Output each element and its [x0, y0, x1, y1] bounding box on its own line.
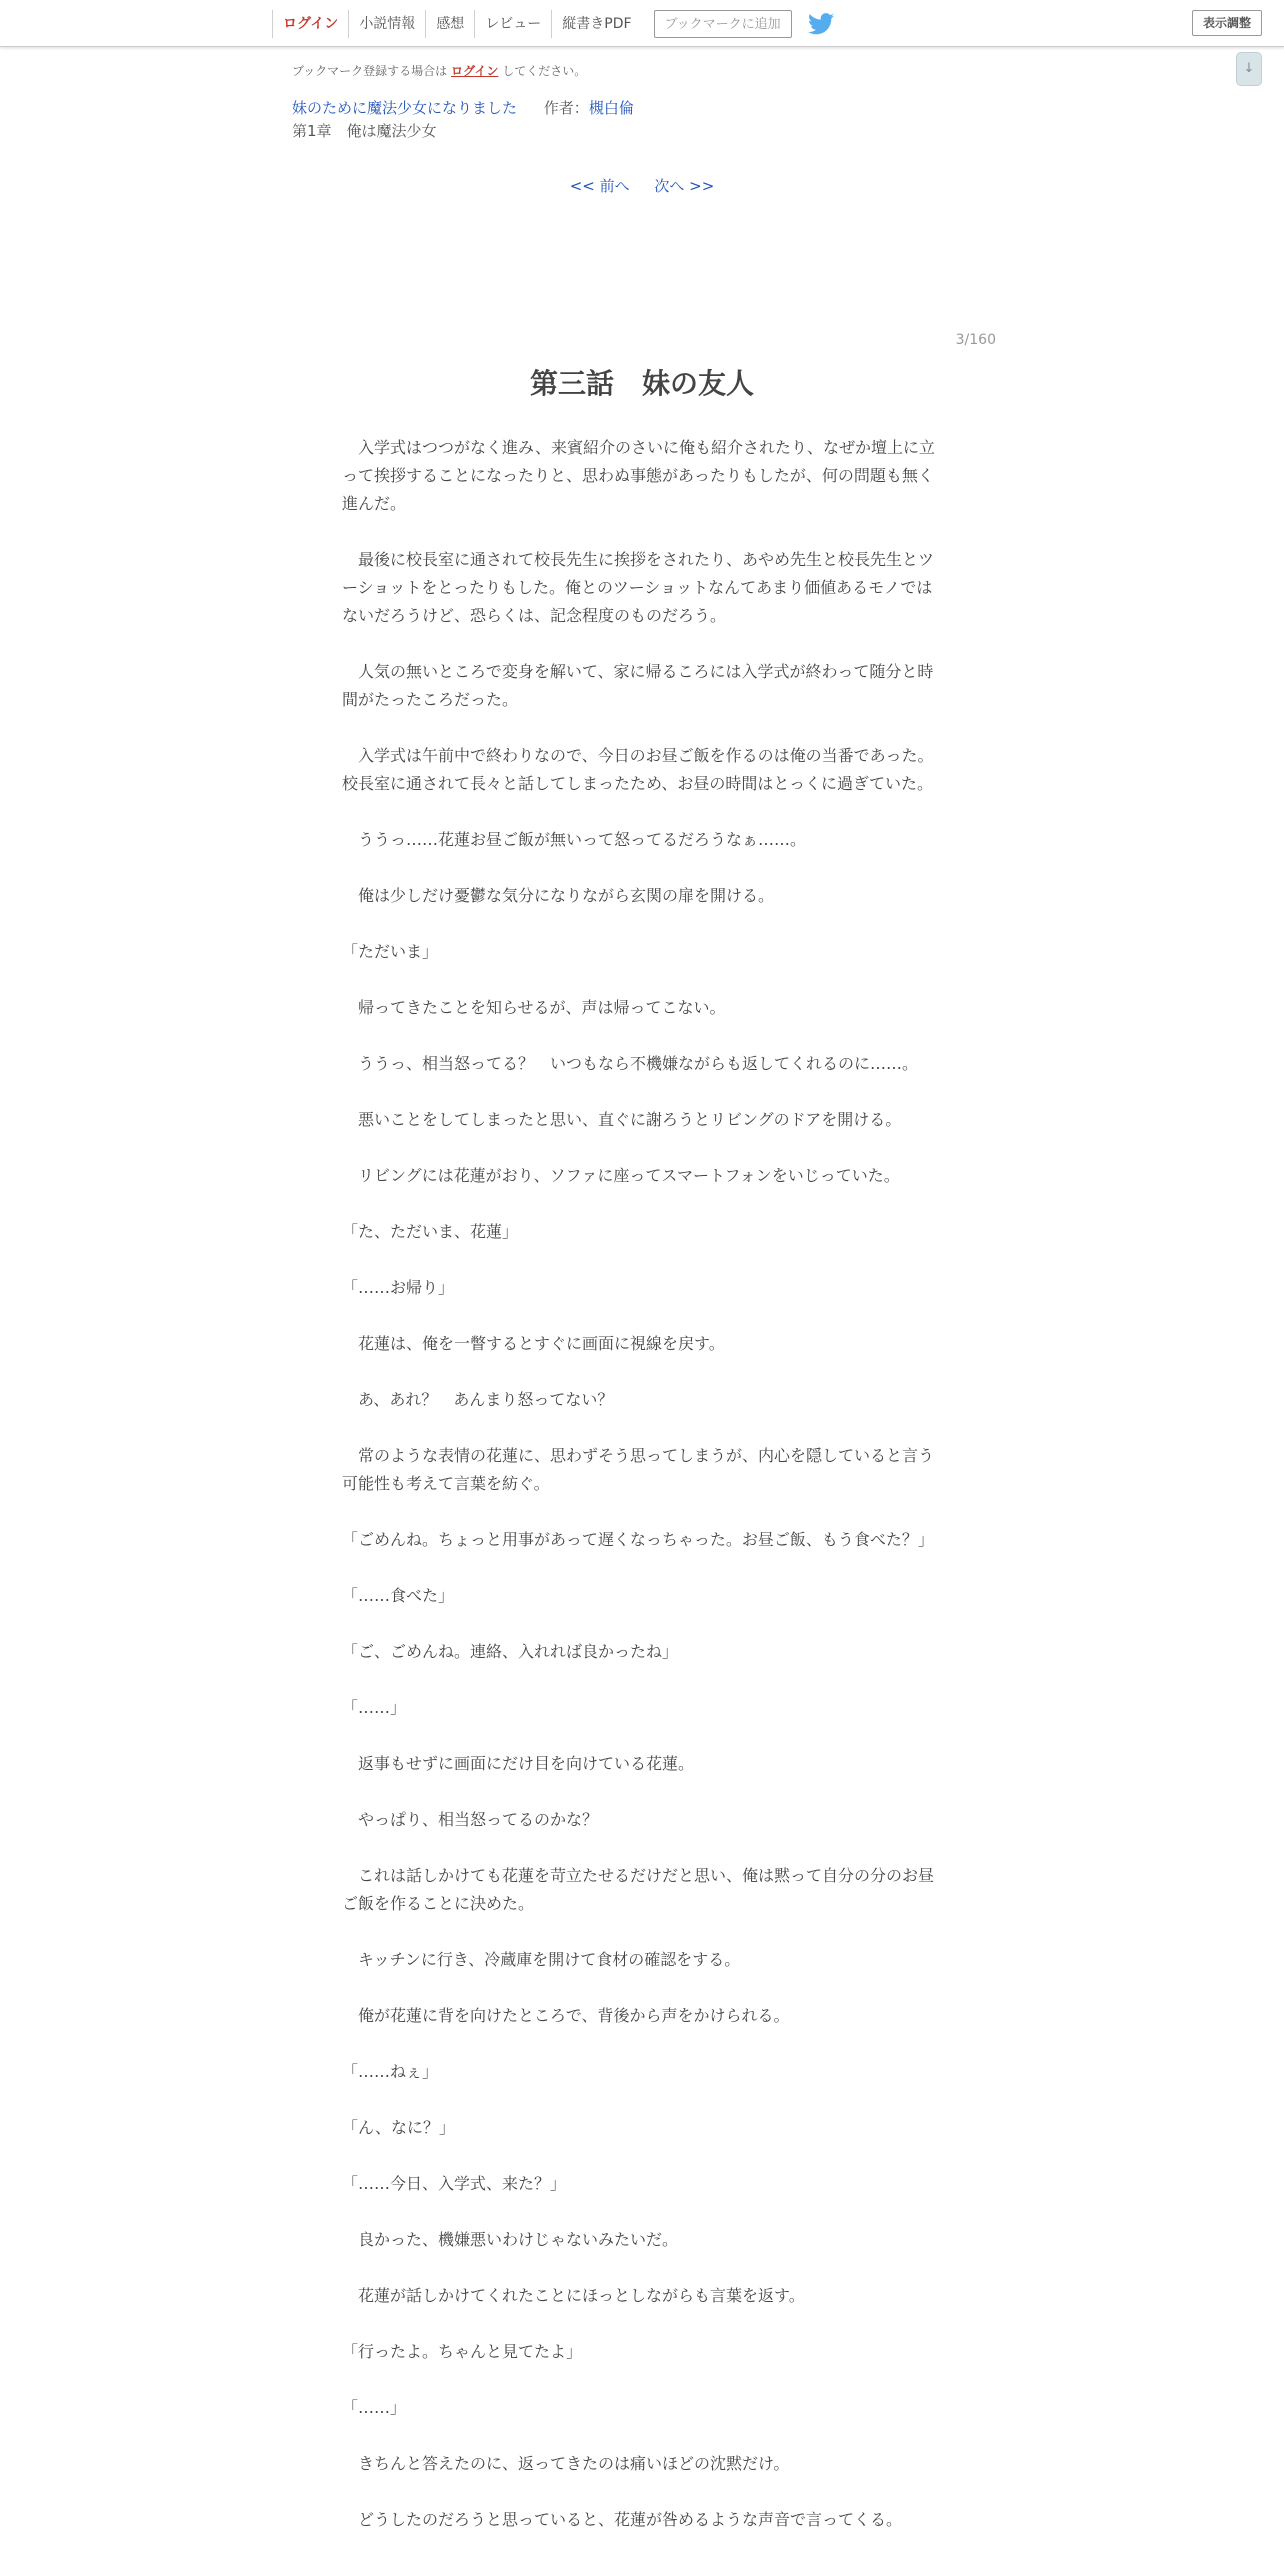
novel-title-link[interactable]: 妹のために魔法少女になりました: [292, 99, 518, 117]
nav-review-link[interactable]: レビュー: [474, 10, 551, 38]
body-paragraph: 帰ってきたことを知らせるが、声は帰ってこない。: [342, 998, 726, 1017]
body-paragraph: 俺は少しだけ憂鬱な気分になりながら玄関の扉を開ける。: [342, 886, 775, 905]
nav-novel-info-link[interactable]: 小説情報: [348, 10, 425, 38]
nav-vertical-pdf-link[interactable]: 縦書きPDF: [551, 10, 641, 38]
author-name-link[interactable]: 槻白倫: [588, 99, 634, 117]
body-paragraph: 「……」: [342, 1698, 407, 1717]
page-count: 3/160: [955, 332, 996, 348]
prev-episode-link[interactable]: << 前へ: [569, 177, 630, 195]
body-paragraph: 「……お帰り」: [342, 1278, 455, 1297]
body-paragraph: 「た、ただいま、花蓮」: [342, 1222, 519, 1241]
nav-login-link[interactable]: ログイン: [272, 10, 348, 38]
display-adjust-button[interactable]: 表示調整: [1192, 10, 1262, 36]
notice-login-link[interactable]: ログイン: [451, 64, 499, 78]
notice-text-after: してください。: [502, 64, 587, 78]
body-paragraph: ううっ、相当怒ってる？ いつもなら不機嫌ながらも返してくれるのに……。: [342, 1054, 919, 1073]
twitter-icon[interactable]: [808, 13, 834, 35]
body-paragraph: 「ただいま」: [342, 942, 439, 961]
body-paragraph: 「……食べた」: [342, 1586, 455, 1605]
novel-body: [342, 434, 942, 2562]
body-paragraph: 「……」: [342, 2398, 407, 2417]
body-paragraph: 俺が花蓮に背を向けたところで、背後から声をかけられる。: [342, 2006, 790, 2025]
scroll-down-button[interactable]: ↓: [1236, 52, 1262, 86]
bookmark-login-notice: [292, 62, 586, 79]
body-paragraph: 人気の無いところで変身を解いて、家に帰るころには入学式が終わって随分と時間がたったころだった。: [342, 662, 934, 709]
body-paragraph: 「行ったよ。ちゃんと見てたよ」: [342, 2342, 583, 2361]
episode-pager: [0, 175, 1284, 196]
body-paragraph: あ、あれ？ あんまり怒ってない？: [342, 1390, 614, 1409]
body-paragraph: 「ごめんね。ちょっと用事があって遅くなっちゃった。お昼ご飯、もう食べた？」: [342, 1530, 934, 1549]
next-episode-link[interactable]: 次へ >>: [654, 177, 715, 195]
body-paragraph: 花蓮が話しかけてくれたことにほっとしながらも言葉を返す。: [342, 2286, 805, 2305]
novel-title-line: [292, 97, 634, 118]
body-paragraph: 最後に校長室に通されて校長先生に挨拶をされたり、あやめ先生と校長先生とツーショットをとったりもした。俺とのツーショットなんてあまり価値あるモノではないだろうけど、恐らくは、記念程度のものだろう。: [342, 550, 935, 625]
body-paragraph: リビングには花蓮がおり、ソファに座ってスマートフォンをいじっていた。: [342, 1166, 900, 1185]
body-paragraph: これは話しかけても花蓮を苛立たせるだけだと思い、俺は黙って自分の分のお昼ご飯を作ることに決めた。: [342, 1866, 935, 1913]
body-paragraph: 「ご、ごめんね。連絡、入れれば良かったね」: [342, 1642, 679, 1661]
nav-impressions-link[interactable]: 感想: [425, 10, 474, 38]
body-paragraph: 良かった、機嫌悪いわけじゃないみたいだ。: [342, 2230, 679, 2249]
body-paragraph: 返事もせずに画面にだけ目を向けている花蓮。: [342, 1754, 695, 1773]
chapter-title: 第1章 俺は魔法少女: [292, 122, 437, 140]
body-paragraph: 入学式はつつがなく進み、来賓紹介のさいに俺も紹介されたり、なぜか壇上に立って挨拶することになったりと、思わぬ事態があったりもしたが、何の問題も無く進んだ。: [342, 438, 935, 513]
body-paragraph: 「……ねぇ」: [342, 2062, 439, 2081]
body-paragraph: 「ん、なに？」: [342, 2118, 455, 2137]
body-paragraph: 花蓮は、俺を一瞥するとすぐに画面に視線を戻す。: [342, 1334, 725, 1353]
body-paragraph: 悪いことをしてしまったと思い、直ぐに謝ろうとリビングのドアを開ける。: [342, 1110, 902, 1129]
body-paragraph: 「……今日、入学式、来た？」: [342, 2174, 567, 2193]
body-paragraph: やっぱり、相当怒ってるのかな？: [342, 1810, 599, 1829]
body-paragraph: どうしたのだろうと思っていると、花蓮が咎めるような声音で言ってくる。: [342, 2510, 903, 2529]
body-paragraph: きちんと答えたのに、返ってきたのは痛いほどの沈黙だけ。: [342, 2454, 790, 2473]
body-paragraph: キッチンに行き、冷蔵庫を開けて食材の確認をする。: [342, 1950, 741, 1969]
body-paragraph: ううっ……花蓮お昼ご飯が無いって怒ってるだろうなぁ……。: [342, 830, 807, 849]
add-bookmark-button[interactable]: ブックマークに追加: [654, 10, 792, 38]
author-label: 作者：: [543, 99, 589, 117]
header-nav: [272, 10, 834, 38]
episode-title: 第三話 妹の友人: [529, 367, 754, 400]
body-paragraph: 入学式は午前中で終わりなので、今日のお昼ご飯を作るのは俺の当番であった。校長室に通されて長々と話してしまったため、お昼の時間はとっくに過ぎていた。: [342, 746, 934, 793]
body-paragraph: 常のような表情の花蓮に、思わずそう思ってしまうが、内心を隠していると言う可能性も考えて言葉を紡ぐ。: [342, 1446, 935, 1493]
header-bar: [0, 0, 1284, 47]
notice-text-before: ブックマーク登録する場合は: [292, 64, 448, 78]
